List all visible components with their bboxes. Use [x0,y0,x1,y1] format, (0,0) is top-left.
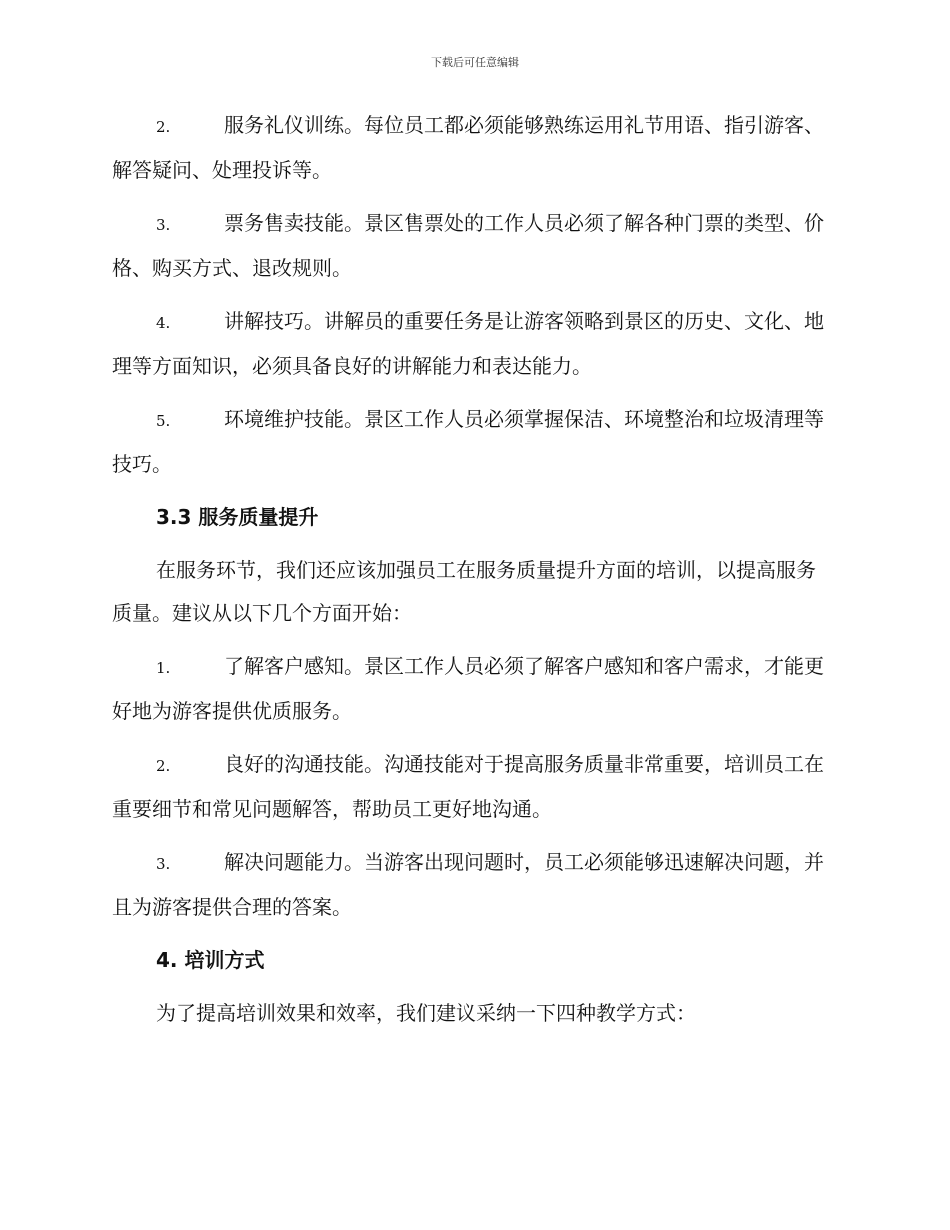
list-number: 5. [156,412,171,430]
list-item [112,743,834,831]
document-body [112,104,834,1045]
list-text: 服务礼仪训练。每位员工都必须能够熟练运用礼节用语、指引游客、解答疑问、处理投诉等。 [112,113,824,182]
list-number: 2. [156,118,171,136]
list-item [112,104,834,192]
list-number: 3. [156,855,171,873]
list-text: 讲解技巧。讲解员的重要任务是让游客领略到景区的历史、文化、地理等方面知识，必须具备良好的讲解能力和表达能力。 [112,309,824,378]
list-item [112,645,834,733]
list-text: 环境维护技能。景区工作人员必须掌握保洁、环境整治和垃圾清理等技巧。 [112,407,824,476]
list-item [112,841,834,929]
page-header: 下载后可任意编辑 [431,56,519,69]
list-number: 1. [156,659,171,677]
list-item [112,300,834,388]
list-text: 良好的沟通技能。沟通技能对于提高服务质量非常重要，培训员工在重要细节和常见问题解答，帮助员工更好地沟通。 [112,752,824,821]
section-heading-3-3: 3.3 服务质量提升 [156,505,319,529]
list-text: 票务售卖技能。景区售票处的工作人员必须了解各种门票的类型、价格、购买方式、退改规则。 [112,211,824,280]
section-heading-4: 4. 培训方式 [156,948,265,972]
list-item [112,202,834,290]
list-number: 2. [156,757,171,775]
list-item [112,398,834,486]
section-intro-3-3: 在服务环节，我们还应该加强员工在服务质量提升方面的培训，以提高服务质量。建议从以下几个方面开始： [112,558,816,625]
list-number: 4. [156,314,171,332]
list-number: 3. [156,216,171,234]
list-text: 解决问题能力。当游客出现问题时，员工必须能够迅速解决问题，并且为游客提供合理的答案。 [112,850,824,919]
section-intro-4: 为了提高培训效果和效率，我们建议采纳一下四种教学方式： [156,1001,696,1025]
list-text: 了解客户感知。景区工作人员必须了解客户感知和客户需求，才能更好地为游客提供优质服务。 [112,654,824,723]
